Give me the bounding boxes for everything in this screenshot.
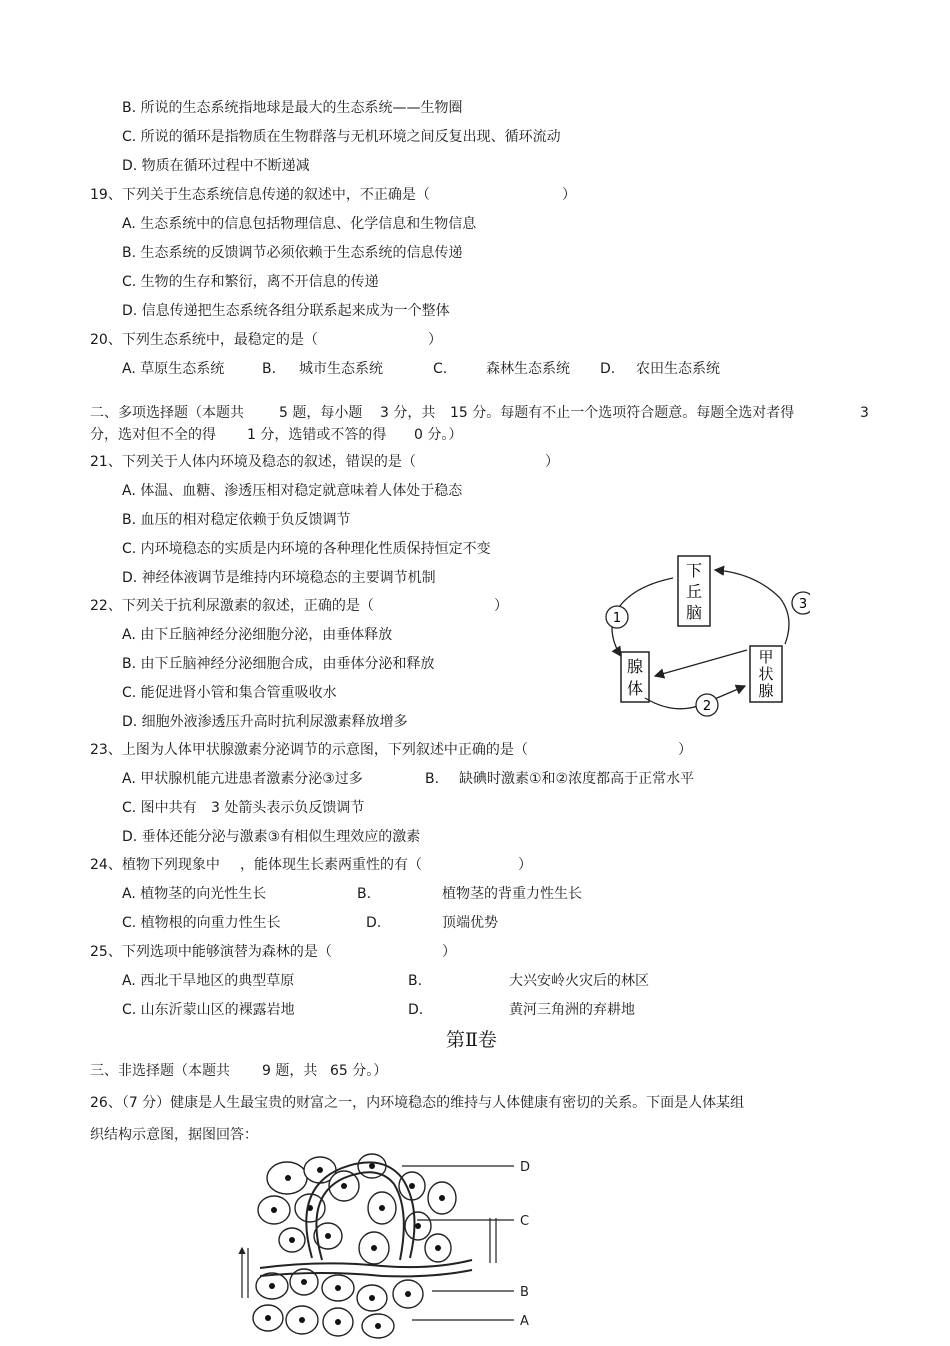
- q24-stem-b: ，能体现生长素两重性的有（: [240, 857, 422, 873]
- label-d: D: [520, 1160, 531, 1175]
- thyroid-regulation-diagram: [595, 548, 810, 720]
- part2-title: 第Ⅱ卷: [446, 1029, 497, 1051]
- q24-stem-a: 24、植物下列现象中: [90, 857, 220, 873]
- q21-option-d: D. 神经体液调节是维持内环境稳态的主要调节机制: [122, 570, 436, 586]
- q19-option-c: C. 生物的生存和繁衍，离不开信息的传递: [122, 274, 379, 290]
- q23-option-c-b: 3 处箭头表示负反馈调节: [211, 800, 365, 816]
- q22-option-b: B. 由下丘脑神经分泌细胞合成，由垂体分泌和释放: [122, 656, 435, 672]
- q23-stem: 23、上图为人体甲状腺激素分泌调节的示意图，下列叙述中正确的是（: [90, 742, 528, 758]
- section2-line2-c: 0 分。）: [414, 427, 463, 443]
- q26-line2: 织结构示意图，据图回答：: [90, 1127, 258, 1143]
- box-top-char-1: 下: [685, 561, 703, 580]
- hormone-2-number: 2: [702, 699, 712, 714]
- box-right-char-1: 甲: [758, 648, 774, 666]
- q19-close-paren: ）: [562, 187, 576, 203]
- box-left-char-1: 腺: [626, 657, 644, 676]
- section3-c: 65 分。）: [330, 1063, 388, 1079]
- q19-option-a: A. 生态系统中的信息包括物理信息、化学信息和生物信息: [122, 216, 477, 232]
- box-top-char-3: 脑: [685, 603, 703, 622]
- q23-option-c-a: C. 图中共有: [122, 800, 197, 816]
- q19-option-b: B. 生态系统的反馈调节必须依赖于生态系统的信息传递: [122, 245, 463, 261]
- q22-option-a: A. 由下丘脑神经分泌细胞分泌，由垂体释放: [122, 627, 393, 643]
- q19-stem: 19、下列关于生态系统信息传递的叙述中，不正确是（: [90, 187, 430, 203]
- q20-option-c-letter: C.: [433, 361, 448, 377]
- q19-option-d: D. 信息传递把生态系统各组分联系起来成为一个整体: [122, 303, 450, 319]
- q20-stem: 20、下列生态系统中，最稳定的是（: [90, 332, 318, 348]
- section2-line1-c: 3 分，共: [380, 405, 436, 421]
- q26-line1: 26、（7 分）健康是人生最宝贵的财富之一，内环境稳态的维持与人体健康有密切的关系。下面是人体某组: [90, 1095, 745, 1111]
- q23-option-b: 缺碘时激素①和②浓度都高于正常水平: [459, 771, 695, 787]
- q25-option-b: 大兴安岭火灾后的林区: [509, 973, 649, 989]
- q22-option-c: C. 能促进肾小管和集合管重吸收水: [122, 685, 337, 701]
- section3-b: 9 题，共: [262, 1063, 318, 1079]
- q24-option-d: 顶端优势: [442, 915, 498, 931]
- q20-option-d: 农田生态系统: [636, 361, 720, 377]
- q24-close-paren: ）: [518, 857, 532, 873]
- q18-option-d: D. 物质在循环过程中不断递减: [122, 158, 310, 174]
- q21-option-b: B. 血压的相对稳定依赖于负反馈调节: [122, 512, 351, 528]
- q25-option-a: A. 西北干旱地区的典型草原: [122, 973, 295, 989]
- q22-stem: 22、下列关于抗利尿激素的叙述，正确的是（: [90, 598, 374, 614]
- section2-line1-e: 3: [860, 405, 869, 421]
- section2-line1-a: 二、多项选择题（本题共: [90, 405, 244, 421]
- q20-close-paren: ）: [428, 332, 442, 348]
- box-top-char-2: 丘: [685, 582, 703, 601]
- hormone-1-number: 1: [612, 611, 622, 626]
- q20-option-b-letter: B.: [262, 361, 277, 377]
- arrow-pituitary-to-thyroid: [645, 686, 745, 709]
- q21-stem: 21、下列关于人体内环境及稳态的叙述，错误的是（: [90, 454, 416, 470]
- q24-option-b-letter: B.: [357, 886, 372, 902]
- arrow-thyroid-to-pituitary: [655, 650, 747, 676]
- q21-option-c: C. 内环境稳态的实质是内环境的各种理化性质保持恒定不变: [122, 541, 491, 557]
- q25-option-c: C. 山东沂蒙山区的裸露岩地: [122, 1002, 295, 1018]
- hormone-3-number: 3: [798, 597, 808, 612]
- q23-option-a: A. 甲状腺机能亢进患者激素分泌③过多: [122, 771, 363, 787]
- q24-option-a: A. 植物茎的向光性生长: [122, 886, 267, 902]
- q25-option-d-letter: D.: [408, 1002, 424, 1018]
- section3-a: 三、非选择题（本题共: [90, 1063, 230, 1079]
- label-b: B: [520, 1285, 529, 1300]
- q20-option-b: 城市生态系统: [299, 361, 383, 377]
- section2-line1-d: 15 分。每题有不止一个选项符合题意。每题全选对者得: [450, 405, 795, 421]
- q24-option-d-letter: D.: [366, 915, 382, 931]
- q22-option-d: D. 细胞外液渗透压升高时抗利尿激素释放增多: [122, 714, 408, 730]
- q25-close-paren: ）: [442, 944, 456, 960]
- q21-close-paren: ）: [545, 454, 559, 470]
- label-c: C: [520, 1214, 530, 1229]
- tissue-structure-diagram: [232, 1148, 542, 1340]
- arrow-thyroid-to-hypothalamus: [715, 570, 789, 644]
- box-left-char-2: 体: [626, 679, 644, 698]
- q24-option-c: C. 植物根的向重力性生长: [122, 915, 281, 931]
- section2-line2-a: 分，选对但不全的得: [90, 427, 216, 443]
- section2-line1-b: 5 题，每小题: [279, 405, 363, 421]
- q18-option-c: C. 所说的循环是指物质在生物群落与无机环境之间反复出现、循环流动: [122, 129, 561, 145]
- q20-option-d-letter: D.: [600, 361, 616, 377]
- q25-stem: 25、下列选项中能够演替为森林的是（: [90, 944, 332, 960]
- q20-option-c: 森林生态系统: [486, 361, 570, 377]
- q25-option-b-letter: B.: [408, 973, 423, 989]
- q25-option-d: 黄河三角洲的弃耕地: [509, 1002, 635, 1018]
- box-right-char-2: 状: [758, 665, 774, 683]
- q23-option-b-letter: B.: [425, 771, 440, 787]
- box-right-char-3: 腺: [758, 682, 774, 700]
- q24-option-b: 植物茎的背重力性生长: [442, 886, 582, 902]
- q22-close-paren: ）: [494, 598, 508, 614]
- q23-option-d: D. 垂体还能分泌与激素③有相似生理效应的激素: [122, 829, 421, 845]
- section2-line2-b: 1 分，选错或不答的得: [247, 427, 387, 443]
- label-a: A: [520, 1314, 529, 1329]
- q23-close-paren: ）: [678, 742, 692, 758]
- q18-option-b: B. 所说的生态系统指地球是最大的生态系统——生物圈: [122, 100, 463, 116]
- q21-option-a: A. 体温、血糖、渗透压相对稳定就意味着人体处于稳态: [122, 483, 463, 499]
- q20-option-a: A. 草原生态系统: [122, 361, 225, 377]
